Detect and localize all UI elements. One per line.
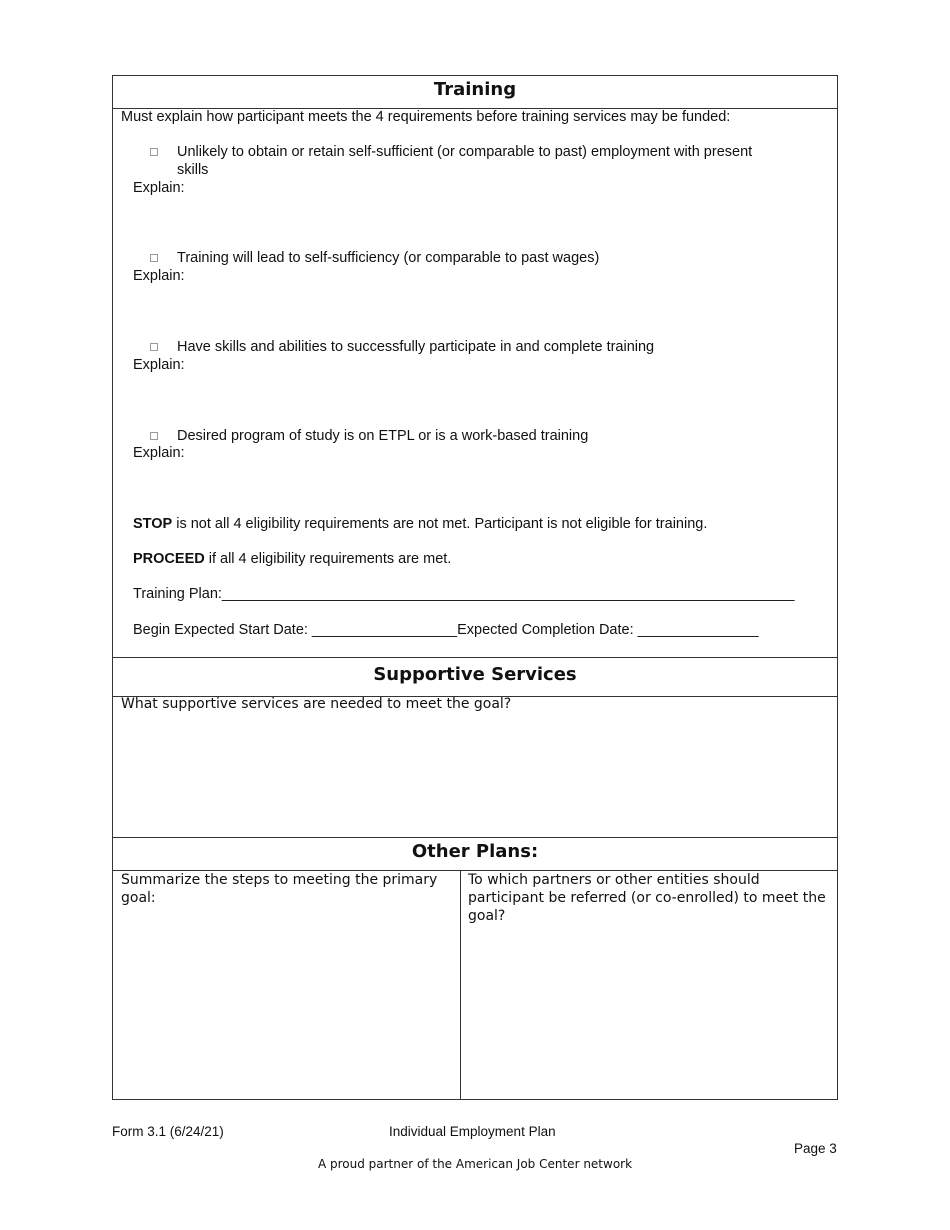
proceed-instruction [133,551,451,567]
stop-text: is not all 4 eligibility requirements are not met. Participant is not eligible for training. [172,516,708,532]
supportive-services-header [113,658,837,697]
referral-partners-answer-area[interactable] [461,926,837,1099]
training-plan-field[interactable]: Training Plan:_______________________________________________________________________ [133,586,795,602]
requirement-2-checkbox[interactable] [150,254,158,262]
requirement-3-explain-label: Explain: [133,357,185,373]
training-intro: Must explain how participant meets the 4 requirements before training services may be funded: [121,109,731,125]
form-id: Form 3.1 (6/24/21) [112,1124,224,1139]
iep-form-page [112,75,838,1100]
requirement-2-explain-label: Explain: [133,268,185,284]
requirement-1-explain-label: Explain: [133,180,185,196]
other-plans-title: Other Plans: [411,841,539,862]
primary-goal-steps-answer-area[interactable] [113,926,460,1099]
requirement-4-text: Desired program of study is on ETPL or is a work-based training [177,428,589,444]
referral-partners-line-1: To which partners or other entities should [468,872,760,888]
supportive-services-answer-area[interactable] [113,720,837,836]
proceed-keyword: PROCEED [133,551,205,567]
referral-partners-prompt [468,871,826,925]
primary-goal-steps-prompt [121,871,437,907]
training-header [113,76,837,109]
referral-partners-line-3: goal? [468,908,506,924]
stop-keyword: STOP [133,516,173,532]
requirement-4-explain-label: Explain: [133,445,185,461]
page-number: Page 3 [794,1141,837,1156]
primary-goal-steps-line-1: Summarize the steps to meeting the primary [121,872,438,888]
form-title: Individual Employment Plan [389,1124,556,1139]
proceed-text: if all 4 eligibility requirements are met. [204,551,452,567]
expected-dates-field[interactable]: Begin Expected Start Date: __________________Expected Completion Date: _______________ [133,622,759,638]
primary-goal-steps-line-2: goal: [121,890,156,906]
requirement-1-checkbox[interactable] [150,148,158,156]
referral-partners-line-2: participant be referred (or co-enrolled) to meet the [468,890,826,906]
footer-tagline: A proud partner of the American Job Center network [317,1157,633,1171]
requirement-3-checkbox[interactable] [150,343,158,351]
stop-instruction [133,516,707,532]
training-title: Training [433,79,517,100]
requirement-1-text-cont: skills [177,162,209,178]
requirement-4-checkbox[interactable] [150,432,158,440]
supportive-services-question: What supportive services are needed to meet the goal? [121,696,512,712]
supportive-services-title: Supportive Services [373,664,577,685]
other-plans-header [113,838,837,871]
requirement-2-text: Training will lead to self-sufficiency (or comparable to past wages) [177,250,600,266]
requirement-1-text: Unlikely to obtain or retain self-sufficient (or comparable to past) employment with present [177,144,753,160]
requirement-3-text: Have skills and abilities to successfully participate in and complete training [177,339,655,355]
